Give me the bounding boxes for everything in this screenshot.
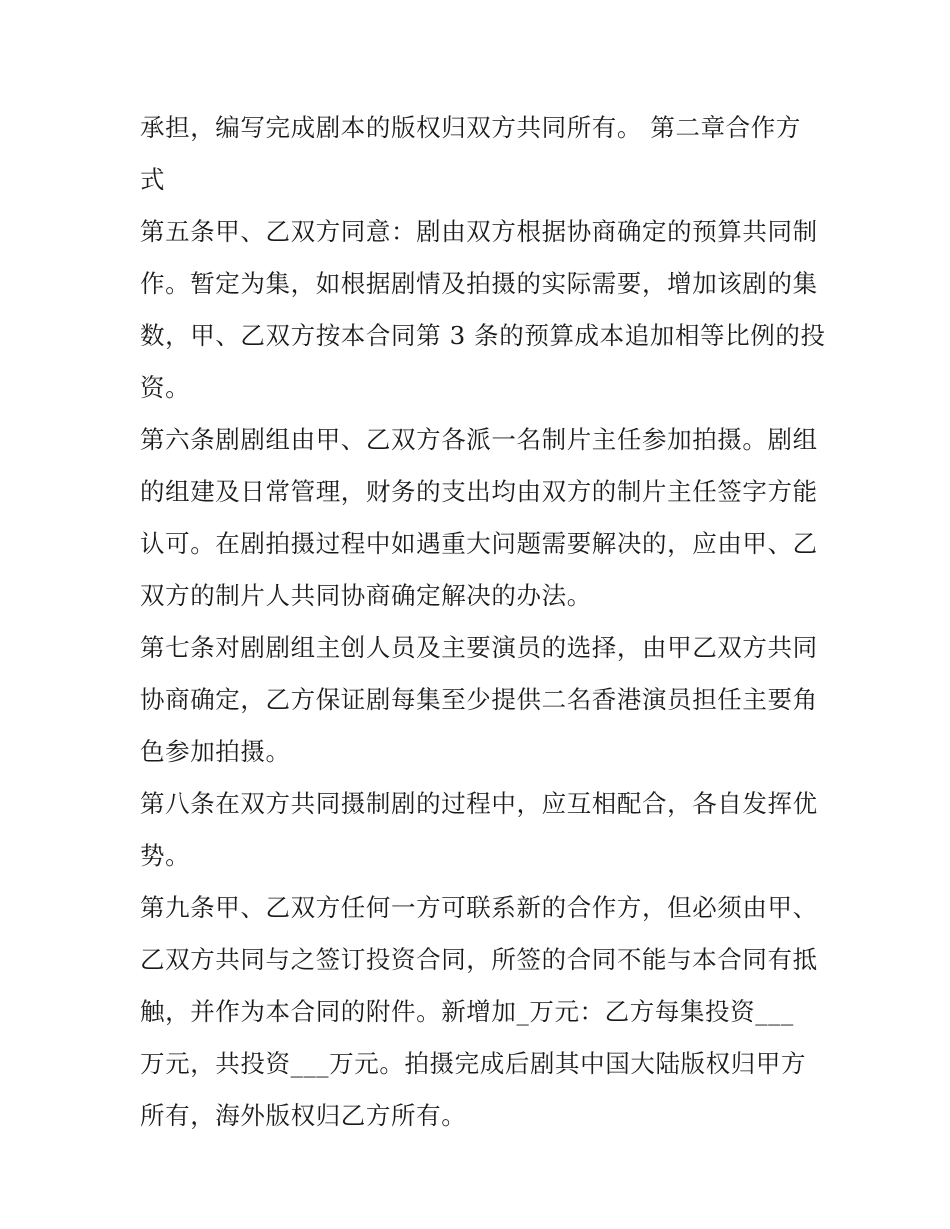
text-line: 触，并作为本合同的附件。新增加_万元：乙方每集投资___	[140, 997, 794, 1026]
document-body	[140, 102, 826, 1142]
text-line: 第六条剧剧组由甲、乙双方各派一名制片主任参加拍摄。剧组	[140, 425, 818, 454]
text-line: 乙双方共同与之签订投资合同，所签的合同不能与本合同有抵	[140, 945, 818, 974]
text-line: 认可。在剧拍摄过程中如遇重大问题需要解决的，应由甲、乙	[140, 529, 818, 558]
text-line: 资。	[140, 373, 191, 402]
text-line: 作。暂定为集，如根据剧情及拍摄的实际需要，增加该剧的集	[140, 269, 818, 298]
text-line: 势。	[140, 841, 191, 870]
text-line: 双方的制片人共同协商确定解决的办法。	[140, 581, 592, 610]
text-line: 承担，编写完成剧本的版权归双方共同所有。 第二章合作方	[140, 113, 801, 142]
text-line: 式	[140, 165, 166, 194]
text-line: 的组建及日常管理，财务的支出均由双方的制片主任签字方能	[140, 477, 818, 506]
text-line: 协商确定，乙方保证剧每集至少提供二名香港演员担任主要角	[140, 685, 818, 714]
text-line: 色参加拍摄。	[140, 737, 291, 766]
text-line: 万元，共投资___万元。拍摄完成后剧其中国大陆版权归甲方	[140, 1049, 807, 1078]
text-line: 数，甲、乙双方按本合同第 3 条的预算成本追加相等比例的投	[140, 321, 826, 350]
text-line: 第九条甲、乙双方任何一方可联系新的合作方，但必须由甲、	[140, 893, 818, 922]
text-line: 第八条在双方共同摄制剧的过程中，应互相配合，各自发挥优	[140, 789, 818, 818]
text-line: 第五条甲、乙双方同意：剧由双方根据协商确定的预算共同制	[140, 217, 818, 246]
text-line: 第七条对剧剧组主创人员及主要演员的选择，由甲乙双方共同	[140, 633, 818, 662]
text-line: 所有，海外版权归乙方所有。	[140, 1101, 467, 1130]
